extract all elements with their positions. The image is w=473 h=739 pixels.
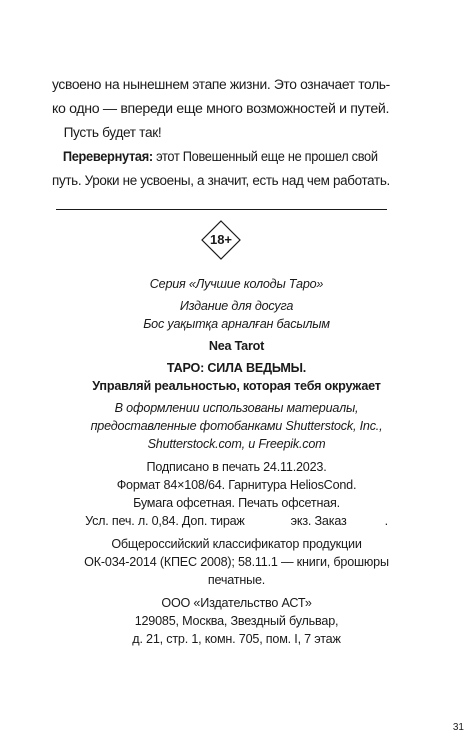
- format-line: Формат 84×108/64. Гарнитура HeliosCond.: [116, 478, 357, 492]
- main-text-line: усвоено на нынешнем этапе жизни. Это означает толь-: [52, 77, 390, 93]
- main-text: [52, 73, 390, 193]
- publisher-line: д. 21, стр. 1, комн. 705, пом. I, 7 этаж: [132, 632, 341, 646]
- print-run-text: Усл. печ. л. 0,84. Доп. тираж: [85, 514, 245, 528]
- main-text-line: Пусть будет так!: [63, 125, 162, 141]
- author-line: Nea Tarot: [208, 339, 265, 353]
- main-text-line: путь. Уроки не усвоены, а значит, есть над чем работать.: [52, 173, 390, 189]
- divider-rule: [56, 209, 387, 210]
- print-run-line: [30, 512, 443, 530]
- paper-line: Бумага офсетная. Печать офсетная.: [133, 496, 340, 510]
- classifier-line: Общероссийский классификатор продукции: [111, 537, 362, 551]
- edition-kz-line: Бос уақытқа арналған басылым: [143, 317, 330, 331]
- edition-ru-line: Издание для досуга: [179, 299, 294, 313]
- reversed-paragraph: [52, 145, 378, 169]
- main-text-line: ко одно — впереди еще много возможностей и путей.: [52, 101, 390, 117]
- reversed-label: Перевернутая:: [62, 149, 153, 165]
- credits-line: В оформлении использованы материалы,: [114, 401, 359, 415]
- page-number: 31: [452, 722, 464, 733]
- classifier-line: печатные.: [207, 573, 266, 587]
- order-text: экз. Заказ: [290, 514, 347, 528]
- order-end: .: [384, 514, 388, 528]
- book-subtitle: Управляй реальностью, которая тебя окружает: [92, 379, 381, 393]
- series-line: Серия «Лучшие колоды Таро»: [149, 277, 324, 291]
- book-title: ТАРО: СИЛА ВЕДЬМЫ.: [166, 361, 307, 375]
- age-rating-badge: [201, 220, 241, 260]
- age-rating-label: 18+: [209, 232, 233, 247]
- publisher-line: ООО «Издательство АСТ»: [161, 596, 312, 610]
- credits-line: Shutterstock.com, и Freepik.com: [147, 437, 326, 451]
- reversed-text: этот Повешенный еще не прошел свой: [152, 149, 378, 165]
- signed-line: Подписано в печать 24.11.2023.: [146, 460, 327, 474]
- imprint-block: [30, 275, 443, 648]
- credits-line: предоставленные фотобанками Shutterstock, Inc.,: [90, 419, 383, 433]
- publisher-line: 129085, Москва, Звездный бульвар,: [134, 614, 339, 628]
- classifier-line: ОК-034-2014 (КПЕС 2008); 58.11.1 — книги, брошюры: [84, 555, 389, 569]
